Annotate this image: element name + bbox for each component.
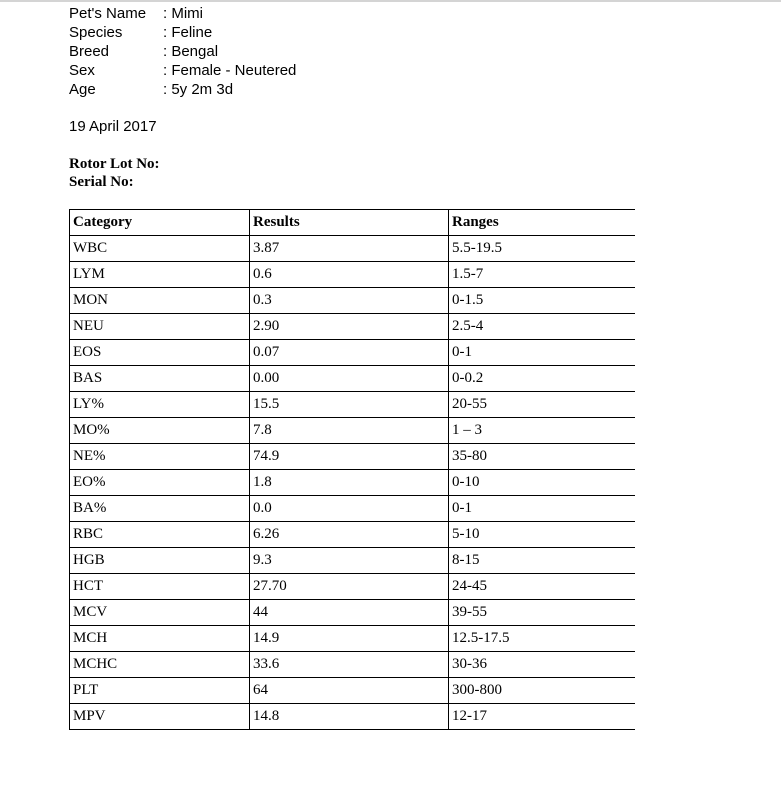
cell-category: HGB	[70, 548, 250, 574]
cell-result: 0.3	[250, 288, 449, 314]
table-row	[70, 626, 636, 652]
cell-result: 1.8	[250, 470, 449, 496]
cell-category: BA%	[70, 496, 250, 522]
cell-category: MON	[70, 288, 250, 314]
cell-range: 300-800	[449, 678, 636, 704]
table-row	[70, 548, 636, 574]
header-category: Category	[70, 210, 250, 236]
table-row	[70, 704, 636, 730]
cell-range: 5.5-19.5	[449, 236, 636, 262]
breed-row	[69, 42, 296, 61]
table-row	[70, 392, 636, 418]
table-row	[70, 600, 636, 626]
table-row	[70, 236, 636, 262]
table-row	[70, 652, 636, 678]
cell-range: 12-17	[449, 704, 636, 730]
table-row	[70, 288, 636, 314]
cell-category: LY%	[70, 392, 250, 418]
cell-category: MPV	[70, 704, 250, 730]
cell-range: 1 – 3	[449, 418, 636, 444]
top-divider	[0, 0, 781, 2]
sex-label: Sex	[69, 62, 95, 79]
table-row	[70, 366, 636, 392]
cell-range: 8-15	[449, 548, 636, 574]
cell-range: 35-80	[449, 444, 636, 470]
cell-category: EO%	[70, 470, 250, 496]
cell-category: EOS	[70, 340, 250, 366]
cell-category: MCV	[70, 600, 250, 626]
cell-range: 39-55	[449, 600, 636, 626]
table-row	[70, 678, 636, 704]
cell-range: 0-10	[449, 470, 636, 496]
cell-category: HCT	[70, 574, 250, 600]
table-row	[70, 418, 636, 444]
cell-result: 74.9	[250, 444, 449, 470]
table-row	[70, 496, 636, 522]
cell-category: NEU	[70, 314, 250, 340]
age-row	[69, 80, 296, 99]
cell-result: 6.26	[250, 522, 449, 548]
cell-result: 14.8	[250, 704, 449, 730]
breed-label: Breed	[69, 43, 110, 60]
table-row	[70, 444, 636, 470]
table-row	[70, 340, 636, 366]
cell-range: 24-45	[449, 574, 636, 600]
results-table-body	[70, 236, 636, 730]
pet-info-block	[69, 4, 296, 99]
cell-result: 0.0	[250, 496, 449, 522]
cell-range: 0-0.2	[449, 366, 636, 392]
cell-range: 0-1	[449, 340, 636, 366]
cell-result: 27.70	[250, 574, 449, 600]
header-results: Results	[250, 210, 449, 236]
cell-category: MCH	[70, 626, 250, 652]
pet-name-value: : Mimi	[163, 5, 203, 22]
table-row	[70, 522, 636, 548]
pet-name-label: Pet's Name	[69, 5, 147, 22]
cell-result: 3.87	[250, 236, 449, 262]
cell-result: 14.9	[250, 626, 449, 652]
cell-range: 0-1	[449, 496, 636, 522]
cell-range: 2.5-4	[449, 314, 636, 340]
cell-result: 44	[250, 600, 449, 626]
pet-name-row	[69, 4, 296, 23]
cell-category: RBC	[70, 522, 250, 548]
species-row	[69, 23, 296, 42]
cell-range: 12.5-17.5	[449, 626, 636, 652]
cell-category: MO%	[70, 418, 250, 444]
table-row	[70, 574, 636, 600]
table-row	[70, 262, 636, 288]
table-row	[70, 470, 636, 496]
cell-category: LYM	[70, 262, 250, 288]
cell-category: WBC	[70, 236, 250, 262]
cell-result: 64	[250, 678, 449, 704]
serial-label: Serial No:	[69, 174, 134, 190]
cell-category: PLT	[70, 678, 250, 704]
cell-range: 1.5-7	[449, 262, 636, 288]
age-value: : 5y 2m 3d	[163, 81, 234, 98]
sex-row	[69, 61, 296, 80]
sex-value: : Female - Neutered	[163, 62, 297, 79]
species-value: : Feline	[163, 24, 213, 41]
cell-range: 30-36	[449, 652, 636, 678]
header-ranges: Ranges	[449, 210, 636, 236]
results-table	[69, 209, 635, 730]
rotor-serial-block	[69, 155, 160, 191]
table-row	[70, 314, 636, 340]
cell-range: 0-1.5	[449, 288, 636, 314]
cell-range: 20-55	[449, 392, 636, 418]
cell-range: 5-10	[449, 522, 636, 548]
cell-result: 2.90	[250, 314, 449, 340]
cell-result: 0.6	[250, 262, 449, 288]
rotor-lot-label: Rotor Lot No:	[69, 156, 160, 172]
cell-result: 0.07	[250, 340, 449, 366]
cell-result: 9.3	[250, 548, 449, 574]
species-label: Species	[69, 24, 123, 41]
cell-result: 7.8	[250, 418, 449, 444]
cell-category: BAS	[70, 366, 250, 392]
cell-result: 15.5	[250, 392, 449, 418]
cell-result: 33.6	[250, 652, 449, 678]
breed-value: : Bengal	[163, 43, 219, 60]
age-label: Age	[69, 81, 96, 98]
cell-result: 0.00	[250, 366, 449, 392]
cell-category: NE%	[70, 444, 250, 470]
cell-category: MCHC	[70, 652, 250, 678]
report-date: 19 April 2017	[69, 118, 157, 135]
table-header-row	[70, 210, 636, 236]
